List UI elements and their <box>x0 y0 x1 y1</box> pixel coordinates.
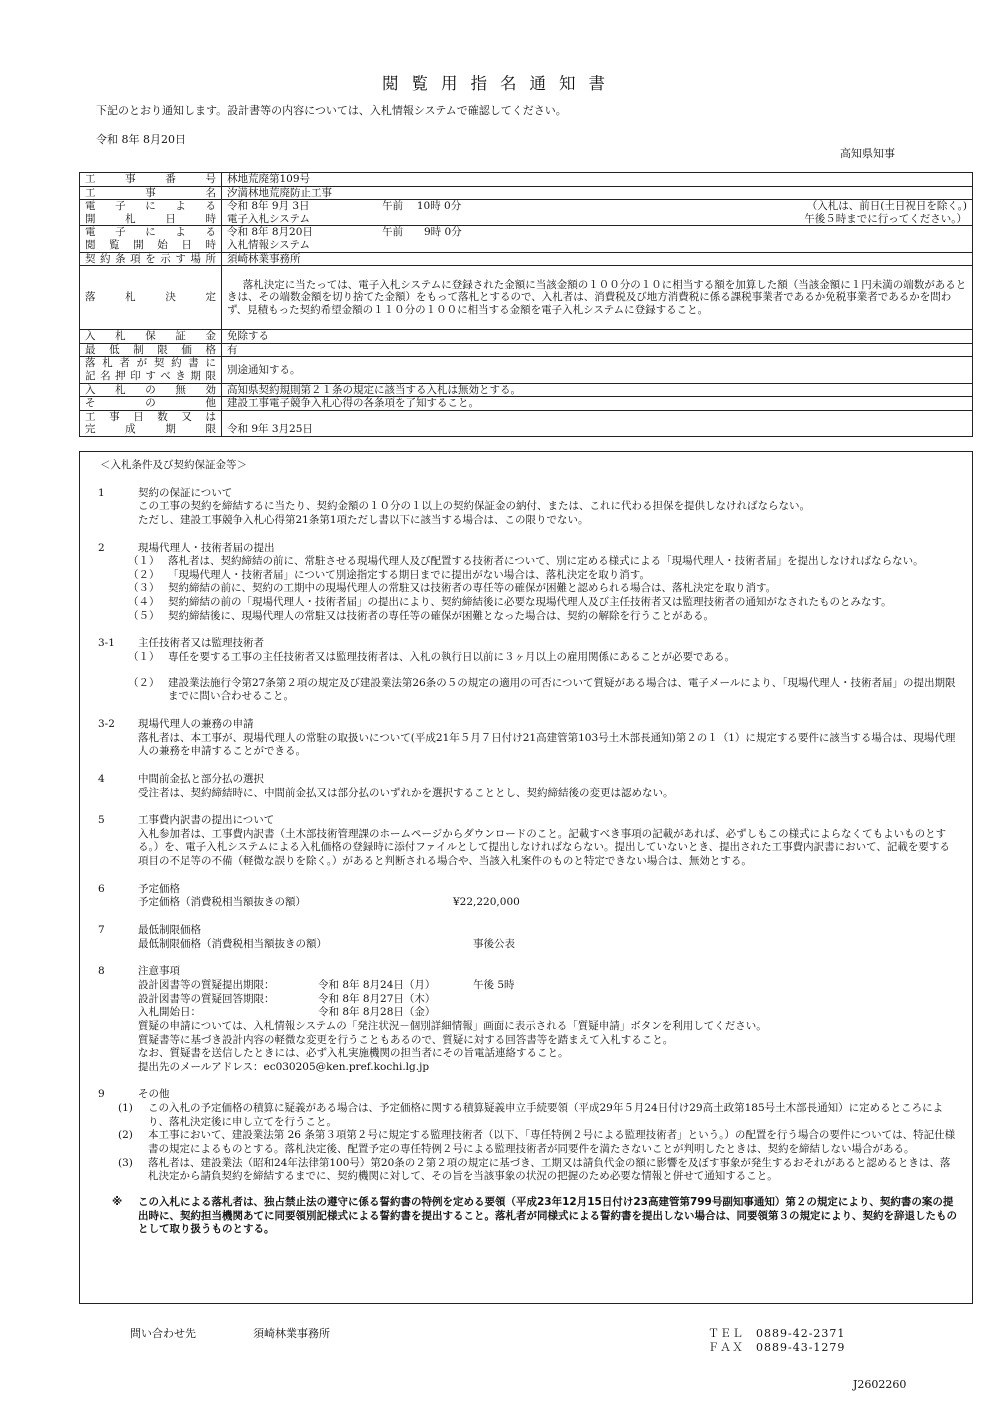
label-opening-line1: 電子による <box>85 200 216 213</box>
value-contract-place: 須崎林業事務所 <box>222 252 973 266</box>
section-4-num: 4 <box>98 772 105 785</box>
value-bid-bond: 免除する <box>222 330 973 344</box>
conditions-box <box>79 451 973 1304</box>
section-7 <box>98 924 958 951</box>
section-3-2-line: 落札者は、本工事が、現場代理人の常駐の取扱いについて(平成21年５月７日付け21高建管第103号土木部長通知)第２の１（1）に規定する要件に該当する場合は、現場代理人の兼務を申請することができる。 <box>138 731 956 758</box>
section-2-item <box>98 582 958 596</box>
opening-note-1: （入札は、前日(土日祝日を除く。) <box>806 200 967 213</box>
section-4-line: 受注者は、契約締結時に、中間前金払又は部分払のいずれかを選択することとし、契約締結後の変更は認めない。 <box>138 786 674 799</box>
section-1-line-2: ただし、建設工事競争入札心得第21条第1項ただし書以下に該当する場合は、この限りでない。 <box>138 513 589 526</box>
row-signing-deadline <box>80 357 973 383</box>
label-completion-line1: 工事日数又は <box>85 410 216 423</box>
section-3-1-item <box>98 651 958 665</box>
label-opening-datetime <box>80 200 222 226</box>
label-viewing-line1: 電子による <box>85 226 216 239</box>
section-2-item <box>98 569 958 583</box>
item-text: この入札の予定価格の積算に疑義がある場合は、予定価格に関する積算疑義申立手続要領（平成29年５月24日付け29高土政第185号土木部長通知）に定めるところにより、落札決定後に申し立てを行うこと。 <box>148 1102 944 1128</box>
min-price-value: 事後公表 <box>473 937 515 950</box>
section-3-2-num: 3-2 <box>98 717 115 730</box>
section-9-item <box>98 1157 958 1184</box>
section-9-item <box>98 1102 958 1129</box>
label-award-decision: 落札決定 <box>80 266 222 330</box>
section-6 <box>98 883 958 910</box>
section-7-title: 最低制限価格 <box>138 924 201 937</box>
item-number: (3) <box>118 1156 133 1169</box>
label-invalid-bids: 入札の無効 <box>80 383 222 397</box>
label-signing-line2: 記名押印すべき期限 <box>85 369 216 382</box>
section-3-1-title: 主任技術者又は監理技術者 <box>138 637 264 650</box>
section-4-title: 中間前金払と部分払の選択 <box>138 772 264 785</box>
item-text: 契約締結の前の「現場代理人・技術者届」の提出により、契約締結後に必要な現場代理人及び主任技術者又は監理技術者の通知がなされたものとみなす。 <box>168 596 892 609</box>
value-award-decision: 落札決定に当たっては、電子入札システムに登録された金額に当該金額の１００分の１０に相当する額を加算した額（当該金額に１円未満の端数があるときは、その端数金額を切り捨てた金額）をもって落札とするので、入札者は、消費税及び地方消費税に係る課税事業者であるか免税事業者であるかを問わず、見積もった契約希望金額の１１０分の１００に相当する金額を電子入札システムに登録すること。 <box>222 266 973 330</box>
item-number: （４） <box>128 596 160 609</box>
section-3-1-num: 3-1 <box>98 637 115 650</box>
row-min-price <box>80 343 973 357</box>
section-5-num: 5 <box>98 814 105 827</box>
conditions-heading: ＜入札条件及び契約保証金等＞ <box>100 459 247 471</box>
row-award-decision <box>80 266 973 330</box>
document-title: 閲覧用指名通知書 <box>382 74 618 93</box>
section-5-line: 入札参加者は、工事費内訳書（土木部技術管理課のホームページからダウンロードのこと。記載すべき事項の記載があれば、必ずしもこの様式によらなくてもよいものとする。）を、電子入札システムによる入札価格の登録時に添付ファイルとして提出しなければならない。提出していないとき、提出された工事費内訳書において、記載を要する項目の不足等の不備（軽微な誤りを除く。）があると判断される場合や、当該入札案件のものと特定できない場合は、無効とする。 <box>138 827 950 868</box>
section-8-line: 質疑書等に基づき設計内容の軽微な変更を行うこともあるので、質疑に対する回答書等を踏まえて入札すること。 <box>138 1033 674 1046</box>
value-completion: 令和 9年 3月25日 <box>222 410 973 436</box>
row-viewing-start <box>80 226 973 252</box>
q1-date: 令和 8年 8月24日（月） <box>318 978 436 991</box>
label-completion-line2: 完成期限 <box>85 423 216 436</box>
contact-label: 問い合わせ先 <box>130 1327 196 1340</box>
label-opening-line2: 開札日時 <box>85 212 216 225</box>
section-2-title: 現場代理人・技術者届の提出 <box>138 541 275 554</box>
label-signing-deadline <box>80 357 222 383</box>
value-other: 建設工事電子競争入札心得の各条項を了知すること。 <box>222 397 973 411</box>
item-text: 専任を要する工事の主任技術者又は監理技術者は、入札の執行日以前に３ヶ月以上の雇用関係にあることが必要である。 <box>168 651 735 664</box>
row-opening-datetime <box>80 200 973 226</box>
section-7-num: 7 <box>98 924 105 937</box>
q2-label: 設計図書等の質疑回答期限： <box>138 992 275 1005</box>
section-1 <box>98 487 958 528</box>
note-text: この入札による落札者は、独占禁止法の遵守に係る誓約書の特例を定める要領（平成23年12月15日付け23高建管第799号副知事通知）第２の規定により、契約書の案の提出時に、契約担当機関あてに同要領別記様式による誓約書を提出すること。落札者が同様式による誓約書を提出しない場合は、同要領第３の規定により、契約を辞退したものとして取り扱うものとする。 <box>138 1195 957 1236</box>
opening-note-2: 午後５時までに行ってください。） <box>804 212 967 225</box>
item-text: 「現場代理人・技術者届」について別途指定する期日までに提出がない場合は、落札決定を取り消す。 <box>168 568 650 581</box>
item-text: 契約締結の前に、契約の工期中の現場代理人の常駐又は技術者の専任等の確保が困難と認められる場合は、落札決定を取り消す。 <box>168 582 777 595</box>
section-6-num: 6 <box>98 882 105 895</box>
note-mark: ※ <box>112 1195 123 1208</box>
issuer: 高知県知事 <box>840 147 895 160</box>
q1-time: 午後 5時 <box>473 978 515 991</box>
label-viewing-start <box>80 226 222 252</box>
label-project-number: 工事番号 <box>80 173 222 187</box>
label-project-name: 工事名 <box>80 186 222 200</box>
section-8 <box>98 965 958 1074</box>
item-text: 落札者は、建設業法（昭和24年法律第100号）第20条の２第２項の規定に基づき、工期又は請負代金の額に影響を及ぼす事象が発生するおそれがあると認めるときは、落札決定から請負契約を締結するまでに、契約機関に対して、その旨を当該事象の状況の把握のため必要な情報と併せて通知すること。 <box>148 1156 951 1183</box>
opening-time: 午前 10時 0分 <box>382 200 462 213</box>
section-2 <box>98 542 958 624</box>
label-min-price: 最低制限価格 <box>80 343 222 357</box>
value-project-number: 林地荒廃第109号 <box>222 173 973 187</box>
antitrust-note <box>98 1196 958 1237</box>
section-1-num: 1 <box>98 486 105 499</box>
section-3-1-item <box>98 677 958 704</box>
planned-price-value: ¥22,220,000 <box>453 896 520 909</box>
section-2-item <box>98 555 958 569</box>
section-9-num: 9 <box>98 1088 105 1101</box>
item-text: 契約締結後に、現場代理人の常駐又は技術者の専任等の確保が困難となった場合は、契約の解除を行うことがある。 <box>168 609 714 622</box>
viewing-date: 令和 8年 8月20日 <box>227 226 313 239</box>
value-signing-deadline: 別途通知する。 <box>222 357 973 383</box>
contact-tel: ＴＥＬ 0889-42-2371 <box>708 1327 846 1340</box>
item-number: （１） <box>128 555 160 568</box>
value-opening-datetime <box>222 200 973 226</box>
item-number: （２） <box>128 676 160 689</box>
viewing-system: 入札情報システム <box>227 238 310 251</box>
section-5 <box>98 814 958 869</box>
contact-fax: ＦＡＸ 0889-43-1279 <box>708 1341 846 1354</box>
label-other: その他 <box>80 397 222 411</box>
item-number: （２） <box>128 568 160 581</box>
label-viewing-line2: 閲覧開始日時 <box>85 238 216 251</box>
section-6-title: 予定価格 <box>138 882 180 895</box>
label-completion <box>80 410 222 436</box>
document-code: J2602260 <box>853 1378 907 1391</box>
item-text: 建設業法施行令第27条第２項の規定及び建設業法第26条の５の規定の適用の可否について質疑がある場合は、電子メールにより、「現場代理人・技術者届」の提出期限までに問い合わせること。 <box>168 676 956 703</box>
row-project-number <box>80 173 973 187</box>
item-number: （５） <box>128 609 160 622</box>
section-3-2 <box>98 718 958 759</box>
opening-system: 電子入札システム <box>227 212 310 225</box>
q2-date: 令和 8年 8月27日（木） <box>318 992 436 1005</box>
section-8-line: 質疑の申請については、入札情報システムの「発注状況－個別詳細情報」画面に表示される「質疑申請」ボタンを利用してください。 <box>138 1019 767 1032</box>
section-9 <box>98 1088 958 1183</box>
section-8-title: 注意事項 <box>138 965 180 978</box>
item-text: 落札者は、契約締結の前に、常駐させる現場代理人及び配置する技術者について、別に定める様式による「現場代理人・技術者届」を提出しなければならない。 <box>168 555 924 568</box>
value-invalid-bids: 高知県契約規則第２１条の規定に該当する入札は無効とする。 <box>222 383 973 397</box>
viewing-time: 午前 9時 0分 <box>382 226 462 239</box>
section-9-item <box>98 1129 958 1156</box>
label-signing-line1: 落札者が契約書に <box>85 357 216 370</box>
section-1-title: 契約の保証について <box>138 486 233 499</box>
min-price-label: 最低制限価格（消費税相当額抜きの額） <box>138 937 327 950</box>
section-1-line-1: この工事の契約を締結するに当たり、契約金額の１０分の１以上の契約保証金の納付、または、これに代わる担保を提供しなければならない。 <box>138 500 810 513</box>
notice-date: 令和 8年 8月20日 <box>96 133 186 146</box>
item-text: 本工事において、建設業法第 26 条第３項第２号に規定する監理技術者（以下、「専任特例２号による監理技術者」という。）の配置を行う場合の要件については、特記仕様書の規定によるものとする。落札決定後、配置予定の専任特例２号による監理技術者が同要件を満たさないことが判明したときは、契約を締結しない場合がある。 <box>148 1129 956 1155</box>
q3-date: 令和 8年 8月28日（金） <box>318 1006 436 1019</box>
planned-price-label: 予定価格（消費税相当額抜きの額） <box>138 896 306 909</box>
row-other <box>80 397 973 411</box>
row-completion <box>80 410 973 436</box>
q3-label: 入札開始日： <box>138 1006 201 1019</box>
value-min-price: 有 <box>222 343 973 357</box>
value-viewing-start <box>222 226 973 252</box>
section-5-title: 工事費内訳書の提出について <box>138 814 275 827</box>
value-project-name: 汐満林地荒廃防止工事 <box>222 186 973 200</box>
row-contract-place <box>80 252 973 266</box>
q1-label: 設計図書等の質疑提出期限： <box>138 978 275 991</box>
row-invalid-bids <box>80 383 973 397</box>
contact-office: 須崎林業事務所 <box>253 1327 330 1340</box>
item-number: (2) <box>118 1129 133 1142</box>
section-3-2-title: 現場代理人の兼務の申請 <box>138 717 254 730</box>
section-8-email: 提出先のメールアドレス：ec030205@ken.pref.kochi.lg.jp <box>138 1060 430 1073</box>
section-9-title: その他 <box>138 1088 170 1101</box>
item-number: （１） <box>128 651 160 664</box>
label-contract-place: 契約条項を示す場所 <box>80 252 222 266</box>
item-number: （３） <box>128 582 160 595</box>
info-table <box>79 172 973 437</box>
section-2-item <box>98 610 958 624</box>
section-8-num: 8 <box>98 965 105 978</box>
row-project-name <box>80 186 973 200</box>
section-2-item <box>98 596 958 610</box>
label-bid-bond: 入札保証金 <box>80 330 222 344</box>
intro-text: 下記のとおり通知します。設計書等の内容については、入札情報システムで確認してください。 <box>96 104 567 117</box>
section-8-line: なお、質疑書を送信したときには、必ず入札実施機関の担当者にその旨電話連絡すること。 <box>138 1047 569 1060</box>
row-bid-bond <box>80 330 973 344</box>
opening-date: 令和 8年 9月 3日 <box>227 200 310 213</box>
section-3-1 <box>98 637 958 704</box>
item-number: (1) <box>118 1102 133 1115</box>
section-2-num: 2 <box>98 541 105 554</box>
section-4 <box>98 773 958 800</box>
